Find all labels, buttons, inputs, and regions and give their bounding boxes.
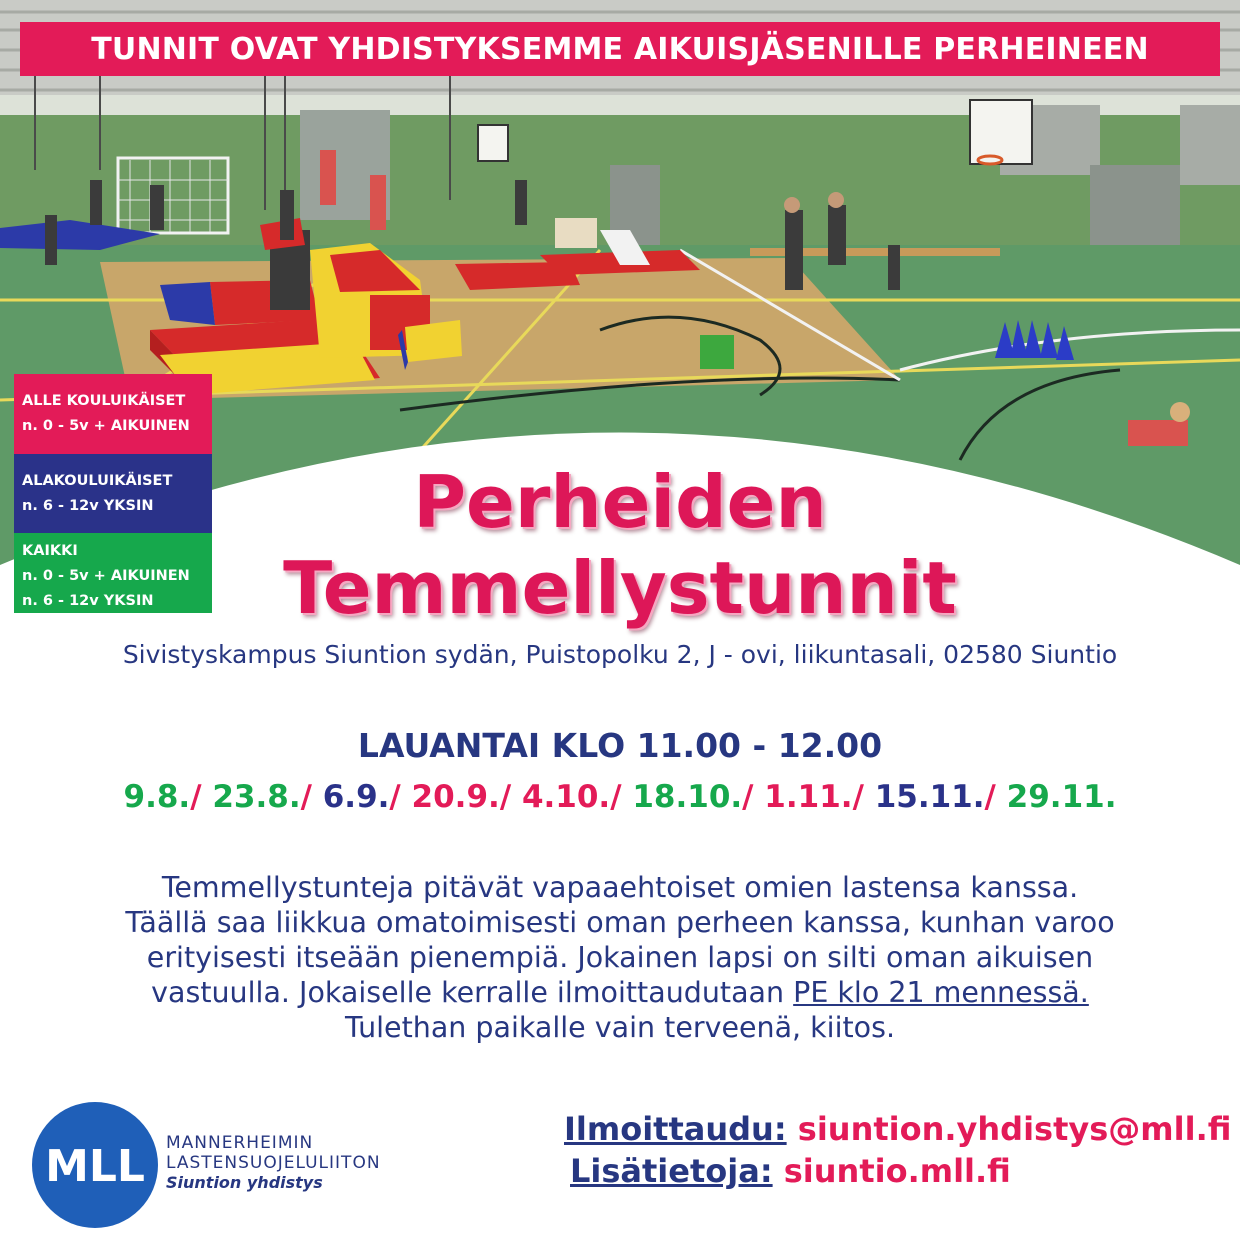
register-email-link[interactable]: siuntion.yhdistys@mll.fi	[797, 1110, 1232, 1148]
date-item: 9.8.	[123, 779, 191, 815]
info-text	[20, 870, 1220, 1045]
date-separator: /	[984, 779, 996, 815]
date-item: 15.11.	[874, 779, 985, 815]
info-line	[20, 975, 1220, 1010]
legend-line: n. 0 - 5v + AIKUINEN	[22, 568, 190, 584]
date-separator: /	[389, 779, 401, 815]
date-separator: /	[300, 779, 312, 815]
info-label: Lisätietoja:	[570, 1152, 773, 1190]
info-line: erityisesti itseään pienempiä. Jokainen lapsi on silti oman aikuisen	[146, 941, 1094, 974]
legend-under-school-age	[14, 374, 212, 454]
venue-address: Sivistyskampus Siuntion sydän, Puistopolku 2, J - ovi, liikuntasali, 02580 Siuntio	[122, 640, 1118, 669]
date-item: 20.9.	[411, 779, 500, 815]
date-item: 1.11.	[764, 779, 853, 815]
date-separator: /	[742, 779, 754, 815]
mll-logo	[30, 1100, 160, 1230]
date-item: 4.10.	[521, 779, 611, 815]
legend-all	[14, 533, 212, 613]
schedule-time: LAUANTAI KLO 11.00 - 12.00	[357, 726, 883, 765]
event-title-line-2: Temmellystunnit	[283, 546, 957, 630]
date-item: 23.8.	[212, 779, 301, 815]
info-contact	[570, 1152, 1011, 1190]
legend-line: n. 0 - 5v + AIKUINEN	[22, 418, 190, 434]
legend-line: n. 6 - 12v YKSIN	[22, 498, 154, 514]
register-label: Ilmoittaudu:	[564, 1110, 787, 1148]
info-line: Täällä saa liikkua omatoimisesti oman perheen kanssa, kunhan varoo	[125, 906, 1115, 939]
top-banner: TUNNIT OVAT YHDISTYKSEMME AIKUISJÄSENILLE PERHEINEEN	[20, 22, 1220, 76]
date-item: 18.10.	[632, 779, 743, 815]
date-item: 29.11.	[1006, 779, 1117, 815]
legend-line: KAIKKI	[22, 543, 78, 559]
legend-line: n. 6 - 12v YKSIN	[22, 593, 154, 609]
mll-logo-mark: MLL	[45, 1141, 145, 1192]
org-name-line-1: MANNERHEIMIN	[166, 1133, 314, 1153]
registration-deadline: PE klo 21 mennessä.	[793, 976, 1089, 1009]
date-item: 6.9.	[322, 779, 390, 815]
org-branch: Siuntion yhdistys	[166, 1173, 323, 1192]
website-link[interactable]: siuntio.mll.fi	[783, 1152, 1011, 1190]
date-separator: /	[190, 779, 202, 815]
date-separator: /	[499, 779, 512, 815]
info-line: Tulethan paikalle vain terveenä, kiitos.	[344, 1011, 896, 1044]
date-list	[0, 779, 1240, 815]
legend-line: ALAKOULUIKÄISET	[22, 473, 173, 489]
info-line: Temmellystunteja pitävät vapaaehtoiset omien lastensa kanssa.	[161, 871, 1079, 904]
date-separator: /	[610, 779, 622, 815]
org-name-line-2: LASTENSUOJELULIITON	[166, 1153, 381, 1173]
info-line-prefix: vastuulla. Jokaiselle kerralle ilmoittaudutaan	[151, 976, 794, 1009]
event-title-line-1: Perheiden	[413, 460, 827, 544]
legend-line: ALLE KOULUIKÄISET	[22, 393, 186, 409]
date-separator: /	[852, 779, 864, 815]
legend-primary-school	[14, 454, 212, 533]
register-contact	[564, 1110, 1231, 1148]
